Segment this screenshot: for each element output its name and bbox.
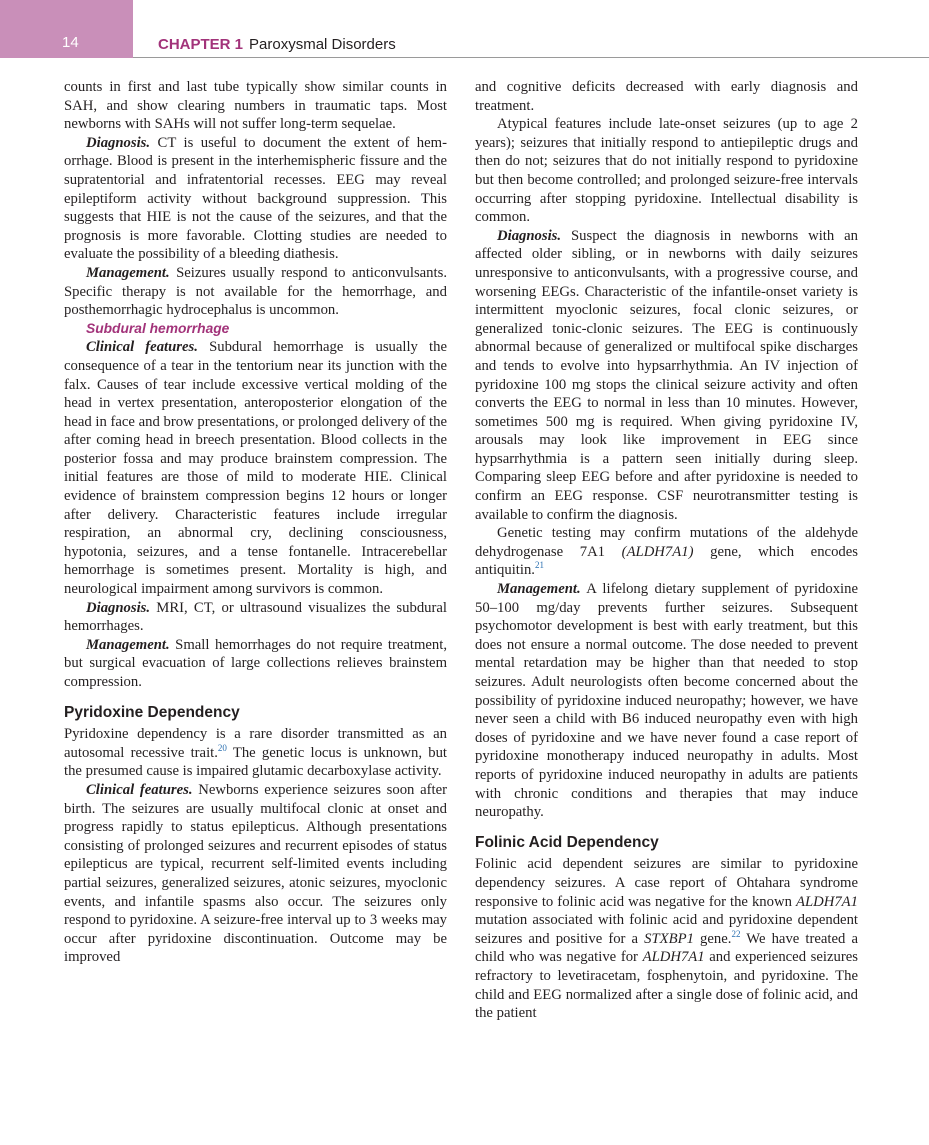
paragraph-text: Folinic acid dependent seizures are similar to pyridoxine dependency seizures. A case report of Ohtahara syndrome responsive to folinic acid was negative for the known [475,856,858,910]
paragraph [64,338,447,598]
chapter-label: CHAPTER 1 [158,36,244,53]
runin-heading: Diagnosis. [497,227,562,244]
paragraph-text: A lifelong dietary supplement of pyridoxine 50–100 mg/day prevents further seizures. Subsequent psychomotor development is best with early treatment, but this does not ensure a normal outcome. The dose needed to prevent mental retardation may be higher than that needed to stop seizures. Adult neurologists often become concerned about the possibility of pyridoxine induced neuropathy; however, we have never seen a child with B6 induced neuropathy even with high doses of pyridoxine and we have never found a case report of pyridoxine monotherapy induced neuropathy in adults. Most reports of pyridoxine induced neuropathy in adults are patients with chronic conditions and therapies that may induce neuropathy. [475,581,858,821]
right-column [475,78,858,1023]
citation-link[interactable]: 20 [217,742,227,753]
paragraph-text: We have treated a child who was negative for [475,930,858,966]
paragraph [64,599,447,636]
runin-heading: Diagnosis. [86,134,151,151]
paragraph-text: gene. [693,930,732,947]
paragraph-text: mutation associated with folinic acid and pyridoxine dependent seizures and positive for a [475,912,858,947]
runin-heading: Clinical features. [86,781,193,798]
paragraph: and cognitive deficits decreased with early diagnosis and treatment. [475,79,858,114]
paragraph-text: gene, which encodes antiquitin. [475,543,858,579]
runin-heading: Management. [86,264,170,281]
running-head [158,36,396,53]
header-rule [133,57,929,58]
paragraph-text: Pyridoxine dependency is a rare disorder transmitted as an autosomal recessive trait. [64,726,447,761]
citation-link[interactable]: 22 [731,928,741,939]
paragraph [64,264,447,320]
paragraph [64,636,447,692]
paragraph [475,227,858,525]
paragraph-text: The genetic locus is unknown, but the presumed cause is impaired glutamic decarboxylase activity. [64,744,447,780]
paragraph-text: Seizures usually respond to anticonvulsants. Specific therapy is not available for the hemorrhage, and posthemorrhagic hydrocephalus is uncommon. [64,264,447,319]
paragraph-text: MRI, CT, or ultrasound visualizes the subdural hemorrhages. [64,599,447,635]
gene-name: (ALDH7A1) [621,543,694,560]
paragraph-text: and experienced seizures refractory to levetiracetam, fosphenytoin, and pyridoxine. The child and EEG normalized after a single dose of folinic acid, and the patient [475,949,858,1022]
gene-name: STXBP1 [644,930,694,947]
runin-heading: Clinical features. [86,339,198,356]
paragraph-text: Subdural hemorrhage is usually the consequence of a tear in the tentorium near its junction with the falx. Causes of tear include excessive vertical molding of the head in vertex presentation, anteroposterior elongation of the head in face and brow presentations, or prolonged delivery of the after coming head in breech presentation. Blood collects in the posterior fossa and may produce brainstem compression. The initial features are those of mild to moderate HIE. Clinical evidence of brainstem compression begins 12 hours or longer after delivery. Characteristic features include irregular respiration, an abnormal cry, declining consciousness, hypotonia, seizures, and a tense fontanelle. Intracerebellar hemorrhage is sometimes present. Mortality is high, and neurological impairment among survivors is common. [64,339,447,598]
paragraph [64,725,447,781]
paragraph [475,524,858,580]
paragraph [475,580,858,822]
paragraph [64,134,447,264]
paragraph: Atypical features include late-onset seizures (up to age 2 years); seizures that initially respond to antiepileptic drugs and then do not; seizures that do not initially respond to pyridoxine but then become controlled; and prolonged seizure-free intervals occurring after stopping pyridoxine. Intellectual disability is common. [475,116,858,226]
paragraph-text: CT is useful to document the extent of hemorrhage. Blood is present in the interhemispheric fissure and the supratentorial and infratentorial recesses. EEG may reveal epileptiform activity without background suppression. This suggests that HIE is not the cause of the seizures, and that the prognosis is more favorable. Clotting studies are needed to evaluate the possibility of a bleeding diathesis. [64,134,447,263]
section-heading-folinic-acid-dependency: Folinic Acid Dependency [475,833,659,851]
paragraph [64,781,447,967]
paragraph [475,855,858,1022]
paragraph: counts in first and last tube typically show similar counts in SAH, and show clearing numbers in traumatic taps. Most newborns with SAHs will not suffer long-term sequelae. [64,79,447,133]
runin-heading: Management. [497,581,581,598]
paragraph-text: Genetic testing may confirm mutations of the aldehyde dehydrogenase 7A1 [475,525,858,560]
paragraph-text: Small hemorrhages do not require treatment, but surgical evacuation of large collections relieves brainstem compression. [64,636,447,690]
paragraph-text: Newborns experience seizures soon after birth. The seizures are usually multifocal clonic at onset and progress rapidly to status epilepticus. Although presentations consisting of prolonged seizures and recurrent episodes of status epilepticus are typical, recurrent self-limited events including partial seizures, generalized seizures, atonic seizures, myoclonic events, and infantile spasms also occur. The seizures only respond to pyridoxine. A seizure-free interval up to 3 weeks may occur after pyridoxine discontinuation. Outcome may be improved [64,781,448,966]
left-column [64,78,447,967]
page-number: 14 [62,34,79,51]
citation-link[interactable]: 21 [534,560,544,571]
subheading-subdural-hemorrhage: Subdural hemorrhage [86,320,230,336]
chapter-title: Paroxysmal Disorders [249,36,396,53]
runin-heading: Diagnosis. [86,599,151,616]
gene-name: ALDH7A1 [642,949,705,966]
runin-heading: Management. [86,636,170,653]
gene-name: ALDH7A1 [795,893,858,910]
section-heading-pyridoxine-dependency: Pyridoxine Dependency [64,703,240,721]
paragraph-text: Suspect the diagnosis in newborns with an affected older sibling, or in newborns with daily seizures unresponsive to anticonvulsants, with a progressive course, and worsening EEGs. Characteristic of the infantile-onset variety is intermittent myoclonic seizures, focal clonic seizures, or generalized tonic-clonic seizures. The EEG is continuously abnormal because of generalized or multifocal spike discharges and tends to evolve into hypsarrhythmia. An IV injection of pyridoxine 100 mg stops the clinical seizure activity and often converts the EEG to normal in less than 10 minutes. However, sometimes 500 mg is required. When giving pyridoxine IV, arousals may look like improvement in EEG since hypsarrhythmia is a pattern seen initially during sleep. Comparing sleep EEG before and after pyridoxine is needed to confirm an EEG response. CSF neurotransmitter testing is available to confirm the diagnosis. [475,227,858,523]
